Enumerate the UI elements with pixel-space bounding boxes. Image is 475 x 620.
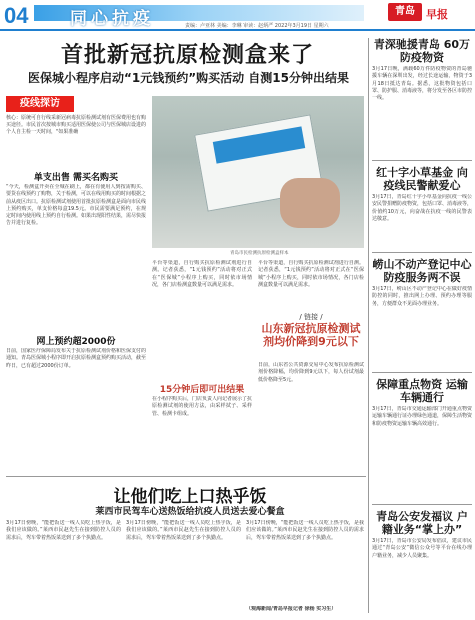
section-heading-2: 网上预约超2000份 — [36, 337, 116, 347]
page-number: 04 — [4, 3, 29, 28]
brief-text-3: 3月17日，崂山区不动产登记中心在做好疫情防控的同时，推出网上办理、预约办理等服务，方便群众不见面办理业务。 — [372, 286, 472, 307]
hand — [280, 178, 340, 228]
story-separator — [6, 476, 366, 477]
brief-title-3: 崂山不动产登记中心 防疫服务两不误 — [372, 258, 472, 284]
section-text-1: “今天，检测盒开卖在全城在刷上，都在有使用人到按需购买、要货在线预约了购物，关于检测，可以在线用购买的时间根据之前从疫区出口。抗原检测试剂使用首批抗原检测盒是面向市民线上预约购买，单支价格每盒19.5元。市民需要满足预约，在规定时间内使用线上预约自行检测。如果出现阳性结果，需尽快报告并进行复检。 — [6, 184, 146, 227]
section-title: 同心抗疫 — [70, 9, 154, 29]
news-photo — [152, 96, 364, 248]
brief-text-4: 3月17日，青岛市交通运输部门开通重点物资运输车辆通行证办理绿色通道，保障生活物资和防疫物资运输车辆高效通行。 — [372, 406, 472, 427]
page-header — [0, 0, 475, 29]
newspaper-logo-suffix: 早报 — [426, 8, 448, 21]
link-text: 日前，山东省公共资源交易中心发布抗原检测试剂价格降幅，均价降到9元以下，每人份试剂最低价格降至5元。 — [258, 362, 364, 383]
brief-text-1: 3月17日晚，满载60万件防疫物资的青岛驰援车辆在深圳出发，经过长途运输，物资于3月18日抵达青岛。据悉，这批物资包括口罩、防护服、消毒液等，将分发至各区市防控一线。 — [372, 66, 472, 102]
brief-title-2: 红十字小草基金 向疫线民警献爱心 — [376, 166, 468, 192]
second-story-credit: （观海新闻/青岛早报记者 徐杨 实习生） — [246, 606, 337, 612]
brief-separator — [372, 504, 472, 505]
second-story-col-2: 3月17日傍晚，“能把饭送一线人员吃上热乎饭，是我们应该做的。”莱西市民赵先生在接到防控人员的需求后，驾车带着热饭菜送到了多个执勤点。 — [126, 520, 241, 541]
section-text-2: 日前，国家医疗保障局发布关于抗原检测试剂价格和医保支付的通知。青岛医保城小程序即开启抗原检测盒预约购买活动，截至昨日，已有超过2000份订单。 — [6, 348, 146, 369]
center-heading: 15分钟后即可出结果 — [159, 385, 245, 395]
column-divider — [368, 38, 369, 613]
link-headline: 山东新冠抗原检测试剂均价降到9元以下 — [261, 322, 361, 348]
right-column-text: 平台等渠道，自行购买抗原检测试剂进行自测。记者获悉，“1元钱预约”活动将对正式在“医保城”小程序上购买，同时依市场情况，各门店检测盒数量可以满足需求。 — [258, 260, 364, 288]
section-heading-1: 单支出售 需买名购买 — [33, 173, 119, 183]
center-column-text-2: 在小程序购买后，门店负责人向记者展示了抗原检测试剂的使用方法，由采样拭子、采样管、检测卡组成。 — [152, 396, 252, 417]
second-story-col-3: 3月17日傍晚，“能把饭送一线人员吃上热乎饭，是我们应该做的。”莱西市民赵先生在接到防控人员的需求后，驾车带着热饭菜送到了多个执勤点。 — [246, 520, 364, 541]
second-subheadline: 莱西市民驾车心送热饭给抗疫人员送去爱心餐盒 — [95, 507, 285, 517]
brief-title-4: 保障重点物资 运输车辆通行 — [376, 378, 468, 404]
second-headline: 让他们吃上口热乎饭 — [113, 487, 267, 507]
link-label: / 链接 / — [299, 313, 323, 321]
brief-title-1: 青深驰援青岛 60万防疫物资 — [373, 38, 471, 64]
column-tag: 疫线探访 — [6, 96, 74, 112]
photo-caption: 青岛市民检测抗原检测盒样本 — [230, 251, 289, 256]
link-box — [257, 312, 365, 360]
header-rule — [0, 29, 475, 31]
second-story-col-1: 3月17日傍晚，“能把饭送一线人员吃上热乎饭，是我们应该做的。”莱西市民赵先生在接到防控人员的需求后，驾车带着热饭菜送到了多个执勤点。 — [6, 520, 121, 541]
brief-text-2: 3月17日，青岛红十字小草基金向抗疫一线公安民警捐赠防疫物资，包括口罩、消毒液等，价值约10万元，向奋战在抗疫一线的民警表达敬意。 — [372, 194, 472, 222]
brief-title-5: 青岛公安发福议 户籍业务“掌上办” — [376, 510, 468, 536]
brief-separator — [372, 160, 472, 161]
center-column-text: 平台等渠道，自行购买抗原检测试剂进行自测。记者获悉，“1元钱预约”活动将对正式在“医保城”小程序上购买，同时依市场情况，各门店检测盒数量可以满足需求。 — [152, 260, 252, 288]
newspaper-logo: 青岛 — [388, 3, 422, 21]
main-headline: 首批新冠抗原检测盒来了 — [60, 43, 314, 68]
brief-separator — [372, 252, 472, 253]
editor-credits: 责编：卢亚林 美编：李琳 审读：赵炳严 2022年3月19日 星期六 — [185, 23, 329, 29]
brief-text-5: 3月17日，青岛市公安局发布倡议，建议市民通过“青岛公安”微信公众号等平台在线办理户籍业务，减少人员聚集。 — [372, 538, 472, 559]
brief-separator — [372, 372, 472, 373]
lead-paragraph: 核心：原统可自行线采新冠病毒抗原检测试剂有医保费用也有购买途径。市民首次按城市购买适用医保使公司与医保城店设进的个人自主检一天时间，"如果准确 — [6, 115, 147, 135]
main-subheadline: 医保城小程序启动“1元钱预约”购买活动 自测15分钟出结果 — [27, 71, 349, 85]
